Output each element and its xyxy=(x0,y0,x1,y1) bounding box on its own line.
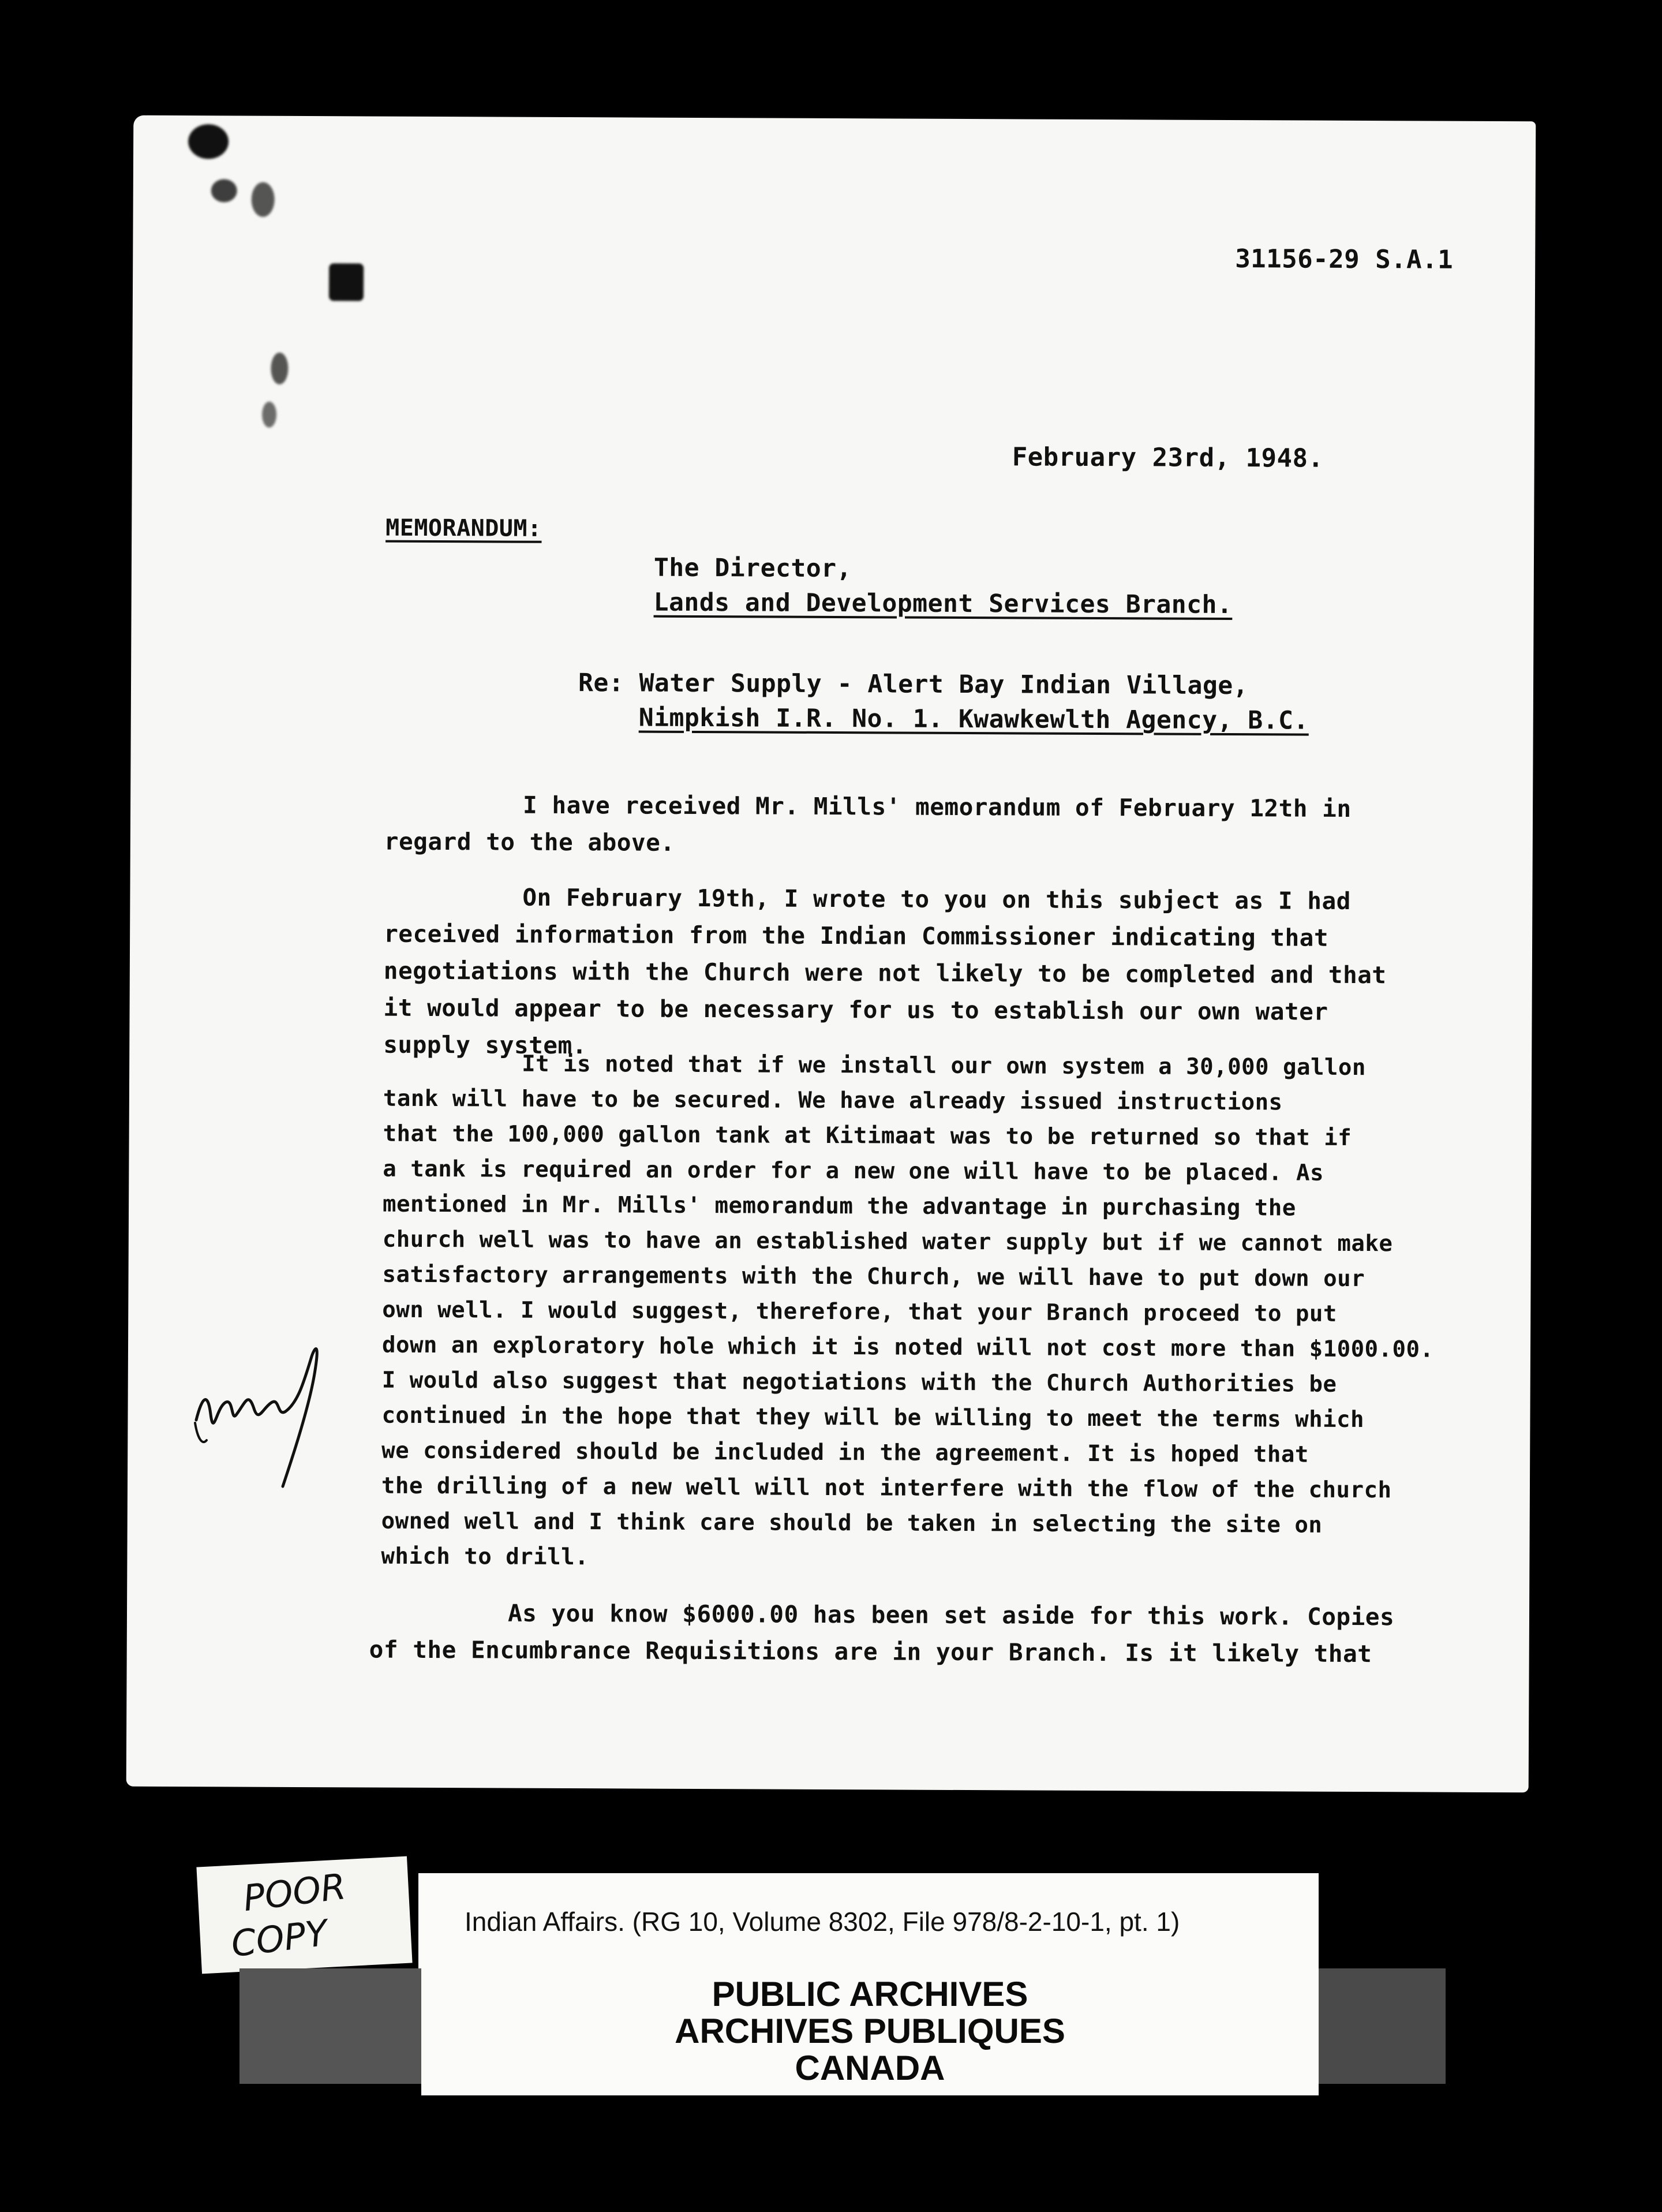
ink-smudge xyxy=(329,263,364,301)
file-reference: 31156-29 S.A.1 xyxy=(1235,244,1454,275)
paragraph-line: that the 100,000 gallon tank at Kitimaat was to be returned so that if xyxy=(383,1120,1352,1151)
memo-heading: MEMORANDUM: xyxy=(385,514,542,542)
paragraph-line: As you know $6000.00 has been set aside for this work. Copies xyxy=(507,1599,1395,1631)
paragraph-line: a tank is required an order for a new one will have to be placed. As xyxy=(383,1156,1324,1186)
paragraph-line: negotiations with the Church were not likely to be completed and that xyxy=(383,956,1387,989)
archives-stamp xyxy=(421,1966,1319,2095)
paragraph-line: I would also suggest that negotiations with the Church Authorities be xyxy=(381,1367,1337,1398)
paragraph-2 xyxy=(383,879,1387,1068)
memo-date: February 23rd, 1948. xyxy=(1012,442,1324,473)
subject-line-2: Nimpkish I.R. No. 1. Kwawkewlth Agency, B.C. xyxy=(638,703,1309,735)
paragraph-line: regard to the above. xyxy=(384,827,675,857)
ink-smudge xyxy=(271,353,288,384)
paragraph-line: of the Encumbrance Requisitions are in your Branch. Is it likely that xyxy=(369,1635,1372,1668)
citation-text: Indian Affairs. (RG 10, Volume 8302, File 978/8-2-10-1, pt. 1) xyxy=(465,1907,1180,1937)
paragraph-line: owned well and I think care should be taken in selecting the site on xyxy=(381,1508,1323,1538)
paragraph-line: It is noted that if we install our own system a 30,000 gallon xyxy=(522,1051,1367,1081)
ink-smudge xyxy=(252,182,275,217)
paragraph-4 xyxy=(369,1594,1395,1673)
paragraph-line: the drilling of a new well will not interfere with the flow of the church xyxy=(381,1473,1392,1504)
poor-copy-tag xyxy=(196,1856,412,1974)
memo-page xyxy=(126,115,1536,1793)
paragraph-line: which to drill. xyxy=(381,1543,589,1571)
paragraph-line: mentioned in Mr. Mills' memorandum the advantage in purchasing the xyxy=(383,1191,1296,1221)
paragraph-line: satisfactory arrangements with the Church, we will have to put down our xyxy=(382,1261,1365,1292)
addressee-branch: Lands and Development Services Branch. xyxy=(653,588,1233,620)
film-edge-left xyxy=(239,1968,430,2084)
paragraph-line: own well. I would suggest, therefore, that your Branch proceed to put xyxy=(382,1296,1338,1327)
paragraph-1 xyxy=(384,786,1352,864)
paragraph-line: I have received Mr. Mills' memorandum of February 12th in xyxy=(523,791,1352,823)
film-edge-right xyxy=(1307,1968,1446,2084)
addressee-title: The Director, xyxy=(653,553,852,584)
paragraph-3 xyxy=(381,1046,1435,1579)
paragraph-line: church well was to have an established water supply but if we cannot make xyxy=(382,1226,1393,1257)
poor-copy-handwriting xyxy=(196,1856,412,1974)
subject-line-1: Re: Water Supply - Alert Bay Indian Village, xyxy=(578,668,1249,701)
paragraph-line: we considered should be included in the agreement. It is hoped that xyxy=(381,1437,1309,1468)
paragraph-line: received information from the Indian Commissioner indicating that xyxy=(384,920,1329,952)
stamp-line-2: ARCHIVES PUBLIQUES xyxy=(675,2012,1065,2050)
paragraph-line: On February 19th, I wrote to you on this subject as I had xyxy=(522,883,1352,915)
paragraph-line: continued in the hope that they will be willing to meet the terms which xyxy=(381,1402,1365,1433)
ink-smudge xyxy=(211,179,237,202)
paragraph-line: supply system. xyxy=(383,1030,587,1060)
poor-copy-line-2: COPY xyxy=(229,1911,330,1966)
paragraph-line: tank will have to be secured. We have already issued instructions xyxy=(383,1085,1283,1116)
poor-copy-line-1: POOR xyxy=(241,1865,349,1920)
paragraph-line: it would appear to be necessary for us to establish our own water xyxy=(383,993,1328,1026)
stamp-line-3: CANADA xyxy=(795,2049,945,2087)
paragraph-line: down an exploratory hole which it is noted will not cost more than $1000.00. xyxy=(381,1332,1434,1363)
handwritten-initials xyxy=(190,1322,340,1495)
ink-smudge xyxy=(188,124,229,159)
stamp-line-1: PUBLIC ARCHIVES xyxy=(712,1975,1028,2013)
ink-smudge xyxy=(262,402,276,428)
